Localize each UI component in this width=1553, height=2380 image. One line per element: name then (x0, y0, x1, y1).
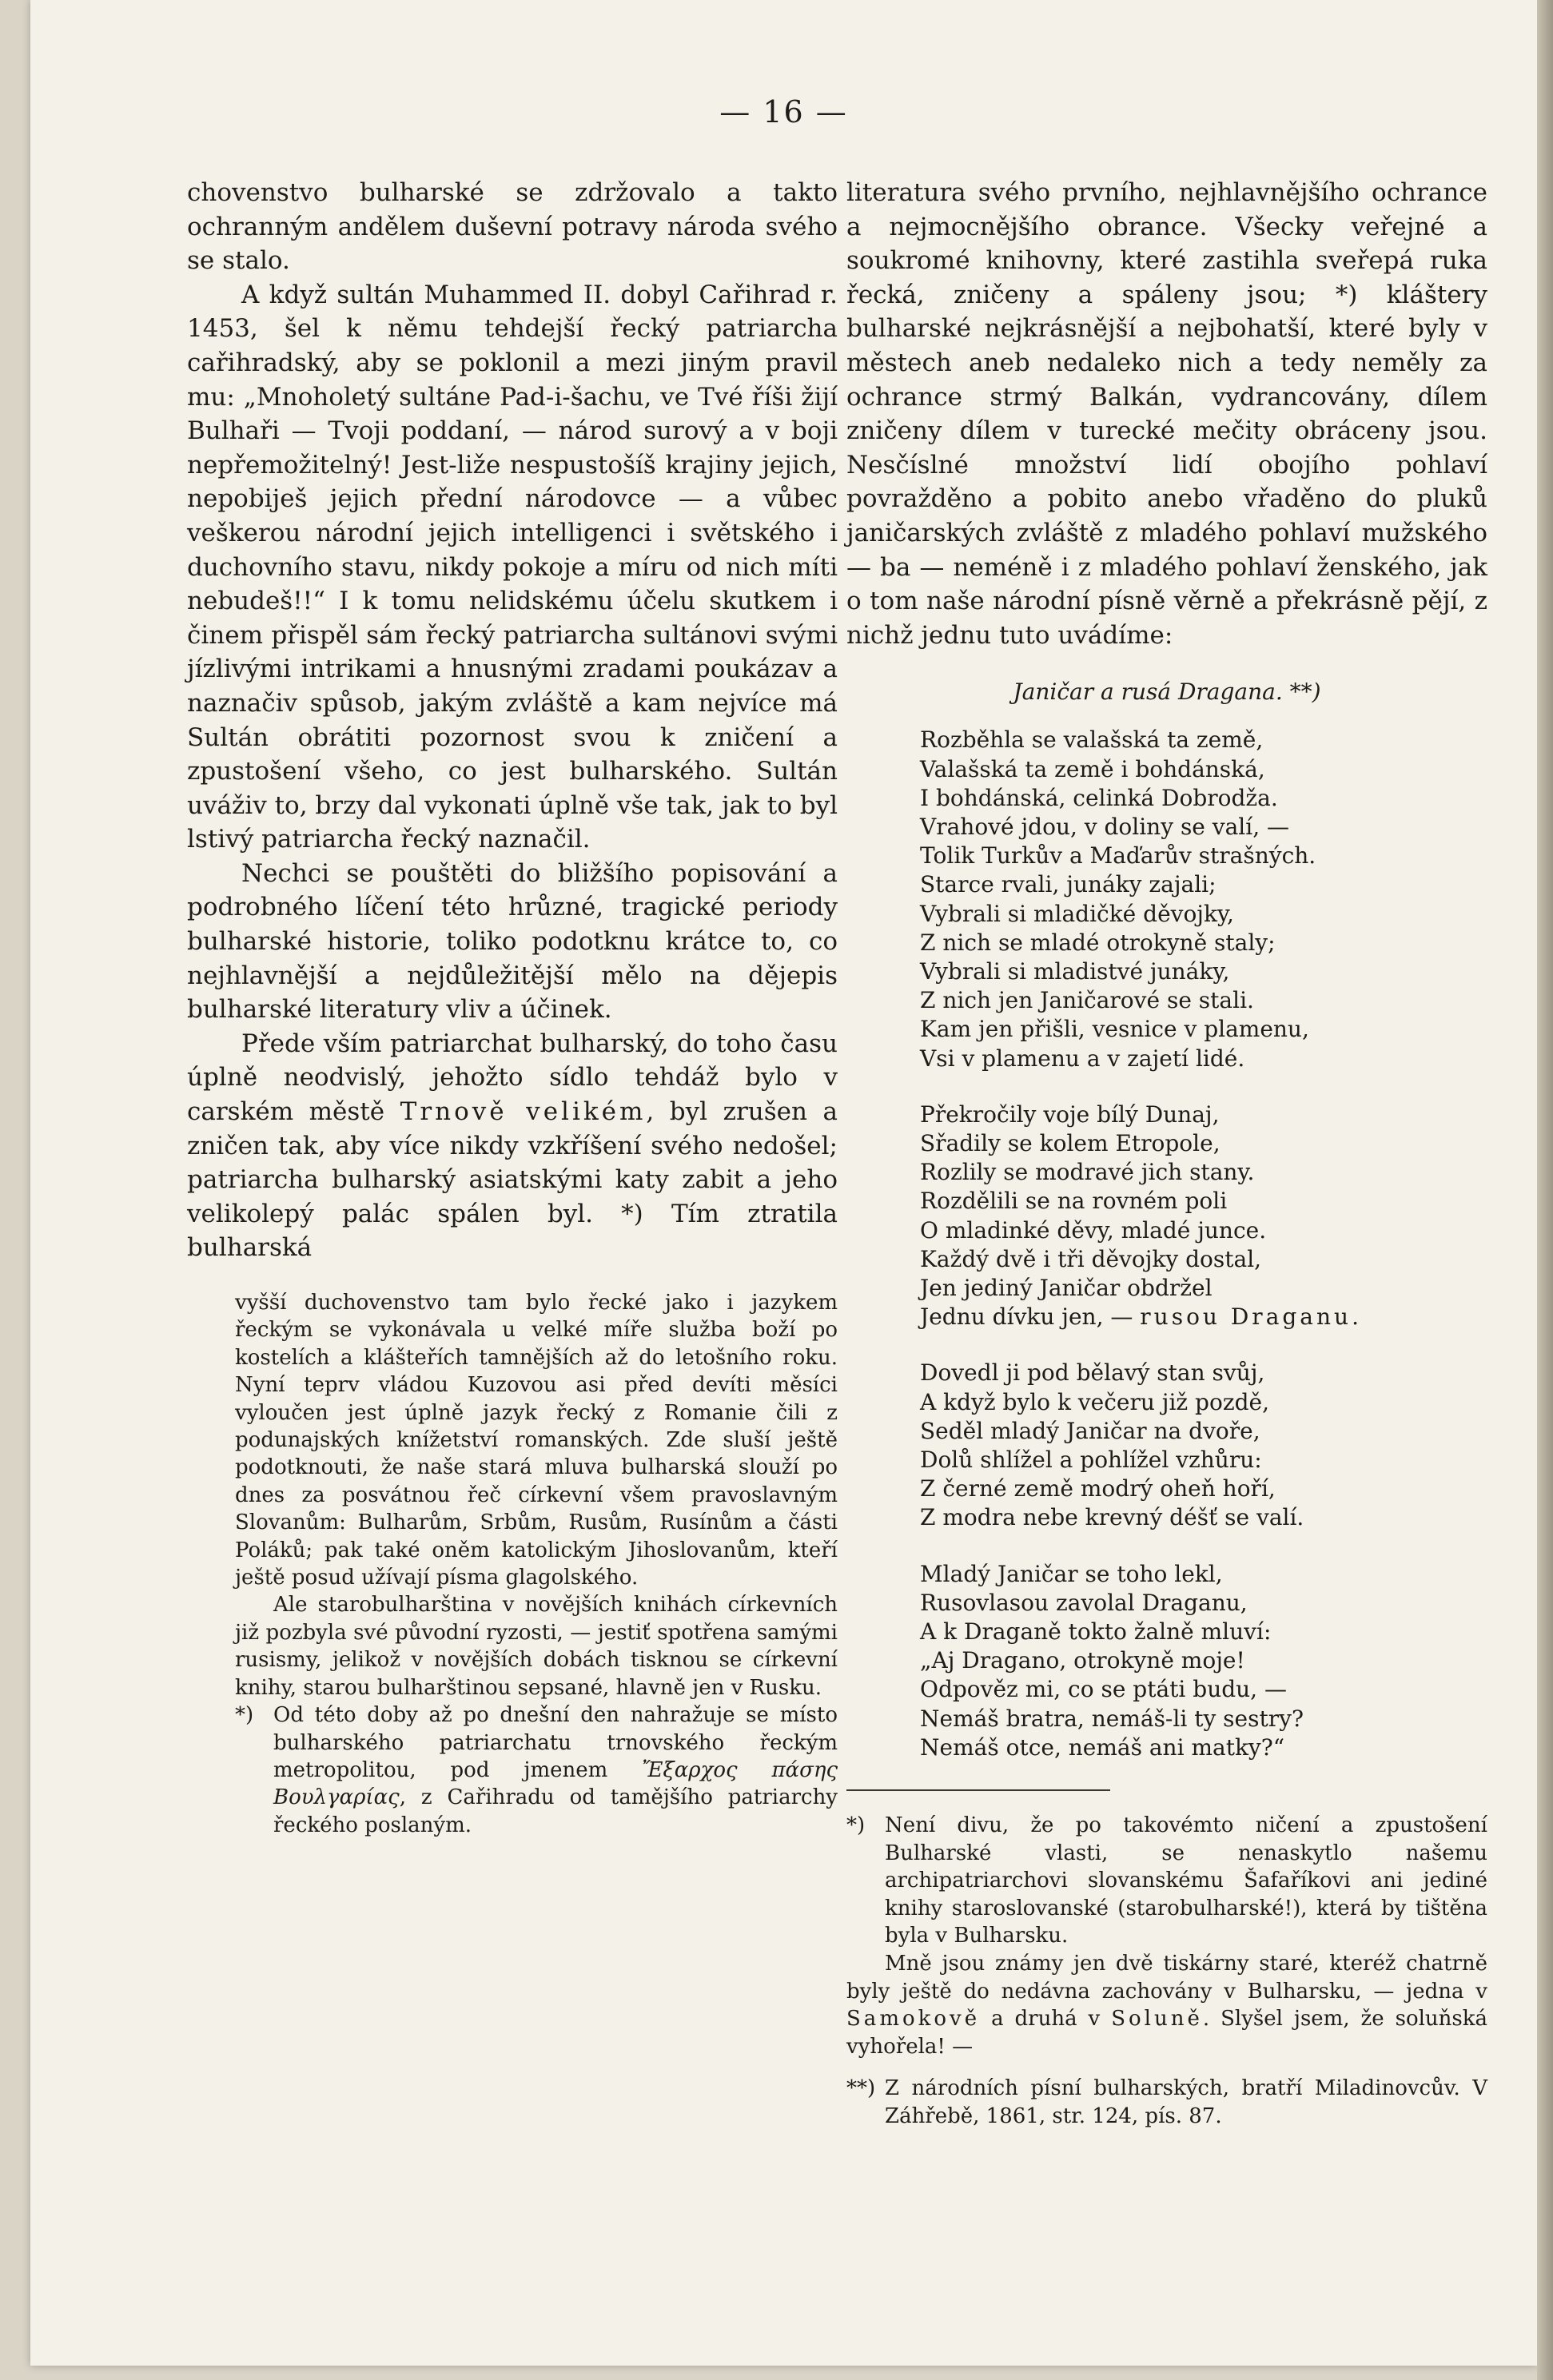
text-span: Z národních písní bulharských, bratří Miladinovcův. V Záhřebě, 1861, str. 124, pís. 87. (885, 2076, 1487, 2128)
text-span: Není divu, že po takovémto ničení a zpustošení Bulharské vlasti, se nenaskytlo našemu archipatriarchovi slovanskému Šafaříkovi ani jediné knihy staroslovanské (starobulharské!), která by tištěna byla v Bulharsku. (885, 1813, 1487, 1948)
right-column (846, 176, 1487, 2131)
poem-line: Vrahové jdou, v doliny se valí, — (920, 813, 1289, 840)
text-span: , z Cařihradu od tamějšího patriarchy řeckého poslaným. (273, 1785, 838, 1837)
poem-line: Z modra nebe krevný déšť se valí. (920, 1504, 1304, 1531)
poem-line: Nemáš otce, nemáš ani matky?“ (920, 1733, 1285, 1761)
footnote-double-star (846, 2075, 1487, 2130)
text-span: Mně jsou známy jen dvě tiskárny staré, kteréž chatrně byly ještě do nedávna zachovány v Bulharsku, — jedna v (846, 1951, 1487, 2004)
footnote-paragraph (846, 1950, 1487, 2060)
poem-line: Rozlily se modravé jich stany. (920, 1159, 1255, 1186)
greek-title: Ἔξαρχος πάσης Βουλγαρίας (273, 1757, 838, 1810)
stanza (920, 726, 1487, 1073)
poem-line: Kam jen přišli, vesnice v plamenu, (920, 1016, 1309, 1043)
poem-line: Mladý Janičar se toho lekl, (920, 1560, 1223, 1587)
left-column (187, 176, 838, 1839)
stanza (920, 1359, 1487, 1532)
poem-line: Vybrali si mladičké děvojky, (920, 900, 1234, 927)
paragraph: A když sultán Muhammed II. dobyl Cařihrad r. 1453, šel k němu tehdejší řecký patriarcha cařihradský, aby se poklonil a mezi jiným pravil mu: „Mnoholetý sultáne Pad-i-šachu, ve Tvé říši žijí Bulhaři — Tvoji poddaní, — národ surový a v boji nepřemožitelný! Jest-liže nespustošíš krajiny jejich, nepobiješ jejich přední národovce — a vůbec veškerou národní jejich intelligenci i světského i duchovního stavu, nikdy pokoje a míru od nich míti nebudeš!!“ I k tomu nelidskému účelu skutkem i činem přispěl sám řecký patriarcha sultánovi svými jízlivými intrikami a hnusnými zradami poukázav a naznačiv spůsob, jakým zvláště a kam nejvíce má Sultán obrátiti pozornost svou k zničení a zpustošení všeho, co jest bulharského. Sultán uváživ to, brzy dal vykonati úplně vše tak, jak to byl lstivý patriarcha řecký naznačil. (187, 280, 838, 854)
text-span: . (1352, 1303, 1359, 1331)
poem-title: Janičar a rusá Dragana. **) (1013, 679, 1321, 706)
footnote-marker: *) (235, 1703, 254, 1728)
poem-line: Rozdělili se na rovném poli (920, 1188, 1228, 1215)
poem-line: Každý dvě i tři děvojky dostal, (920, 1245, 1262, 1272)
poem-line: Z černé země modrý oheň hoří, (920, 1475, 1276, 1502)
poem-line: I bohdánská, celinká Dobrodža. (920, 784, 1278, 811)
poem-line: A když bylo k večeru již pozdě, (920, 1388, 1269, 1415)
poem-line (920, 1303, 1487, 1331)
footnote-star (235, 1701, 838, 1839)
poem-line: Odpověz mi, co se ptáti budu, — (920, 1676, 1287, 1703)
city-name-spaced: Trnově velikém (400, 1097, 647, 1127)
poem-line: Tolik Turkův a Maďarův strašných. (920, 842, 1316, 870)
city-name-spaced: Samokově (846, 2007, 981, 2032)
page-number: — 16 — (719, 94, 848, 129)
poem-line: Rozběhla se valašská ta země, (920, 726, 1264, 754)
city-name-spaced: Soluně (1111, 2007, 1203, 2032)
footnotes-left (187, 1289, 838, 1839)
stanza (920, 1100, 1487, 1332)
footnotes-right (846, 1812, 1487, 2131)
poem-line: A k Draganě tokto žalně mluví: (920, 1618, 1272, 1645)
footnote-star (846, 1812, 1487, 1950)
poem-line: Překročily voje bílý Dunaj, (920, 1100, 1220, 1128)
poem-line: Jen jediný Janičar obdržel (920, 1274, 1213, 1301)
text-span: Jednu dívku jen, — (920, 1303, 1141, 1331)
poem-line: Z nich jen Janičarové se stali. (920, 987, 1254, 1014)
paragraph: Nechci se pouštěti do bližšího popisování a podrobného líčení této hrůzné, tragické periody bulharské historie, toliko podotknu krátce to, co nejhlavnější a nejdůležitější mělo na dějepis bulharské literatury vliv a účinek. (187, 858, 838, 1025)
text-span: Od této doby až po dnešní den nahražuje se místo bulharského patriarchatu trnovského řeckým metropolitou, pod jmenem (273, 1703, 838, 1782)
poem-line: Rusovlasou zavolal Draganu, (920, 1589, 1248, 1616)
paragraph (187, 1027, 838, 1265)
poem (846, 726, 1487, 1762)
poem-line: „Aj Dragano, otrokyně moje! (920, 1647, 1245, 1674)
poem-line: Nemáš bratra, nemáš-li ty sestry? (920, 1705, 1304, 1732)
poem-line: Dolů shlížel a pohlížel vzhůru: (920, 1446, 1262, 1473)
paragraph: literatura svého prvního, nejhlavnějšího ochrance a nejmocnějšího obrance. Všecky veřejné a soukromé knihovny, které zastihla sveřepá ruka řecká, zničeny a spáleny jsou; *) kláštery bulharské nejkrásnější a nejbohatší, které byly v městech aneb nedaleko nich a tedy neměly za ochrance strmý Balkán, vydrancovány, dílem zničeny dílem v turecké mečity obráceny jsou. Nesčíslné množství lidí obojího pohlaví povražděno a pobito anebo vřaděno do pluků janičarských zvláště z mladého pohlaví mužského — ba — neméně i z mladého pohlaví ženského, jak o tom naše národní písně věrně a překrásně pějí, z nichž jednu tuto uvádíme: (846, 178, 1487, 650)
name-spaced: rusou Draganu (1140, 1303, 1352, 1331)
text-span: . Slyšel jsem, že soluňská vyhořela! — (846, 2007, 1487, 2059)
page-edge (1537, 0, 1553, 2380)
footnote-paragraph: Ale starobulharština v novějších knihách církevních již pozbyla své původní ryzosti, — jestiť spotřena samými rusismy, jelikož v novějších dobách tisknou se církevní knihy, starou bulharštinou sepsané, hlavně jen v Rusku. (235, 1593, 838, 1700)
footnote-continuation: vyšší duchovenstvo tam bylo řecké jako i jazykem řeckým se vykonávala u velké míře služba boží po kostelích a klášteřích tamnějších až do letošního roku. Nyní teprv vládou Kuzovou asi před devíti měsíci vyloučen jest úplně jazyk řecký z Romanie čili z podunajských knížetství romanských. Zde sluší ještě podotknouti, že naše stará mluva bulharská slouží po dnes za posvátnou řeč církevní všem pravoslavným Slovanům: Bulharům, Srbům, Rusům, Rusínům a části Poláků; pak také oněm katolickým Jihoslovanům, kteří ještě posud užívají písma glagolského. (235, 1291, 838, 1590)
poem-line: Vsi v plamenu a v zajetí lidé. (920, 1045, 1245, 1072)
stanza (920, 1560, 1487, 1762)
poem-line: Dovedl ji pod bělavý stan svůj, (920, 1359, 1265, 1387)
poem-line: Sřadily se kolem Etropole, (920, 1129, 1220, 1156)
poem-line: Z nich se mladé otrokyně staly; (920, 929, 1276, 956)
paragraph: chovenstvo bulharské se zdržovalo a takto ochranným andělem duševní potravy národa svého se stalo. (187, 178, 838, 276)
poem-line: O mladinké děvy, mladé junce. (920, 1216, 1267, 1244)
footnote-marker: *) (846, 1813, 866, 1838)
text-span: , byl zrušen a zničen tak, aby více nikdy vzkříšení svého nedošel; patriarcha bulharský asiatskými katy zabit a jeho velikolepý palác spálen byl. *) Tím ztratila bulharská (187, 1097, 838, 1263)
poem-line: Seděl mladý Janičar na dvoře, (920, 1417, 1260, 1444)
text-span: Přede vším patriarchat bulharský, do toho času úplně neodvislý, jehožto sídlo tehdáž bylo v carském městě (187, 1029, 838, 1127)
poem-line: Vybrali si mladistvé junáky, (920, 957, 1230, 985)
footnote-divider (846, 1789, 1110, 1791)
book-page (30, 0, 1537, 2366)
poem-line: Valašská ta země i bohdánská, (920, 755, 1265, 782)
poem-line: Starce rvali, junáky zajali; (920, 871, 1217, 898)
footnote-marker: **) (846, 2076, 876, 2101)
text-span: a druhá v (980, 2007, 1112, 2032)
